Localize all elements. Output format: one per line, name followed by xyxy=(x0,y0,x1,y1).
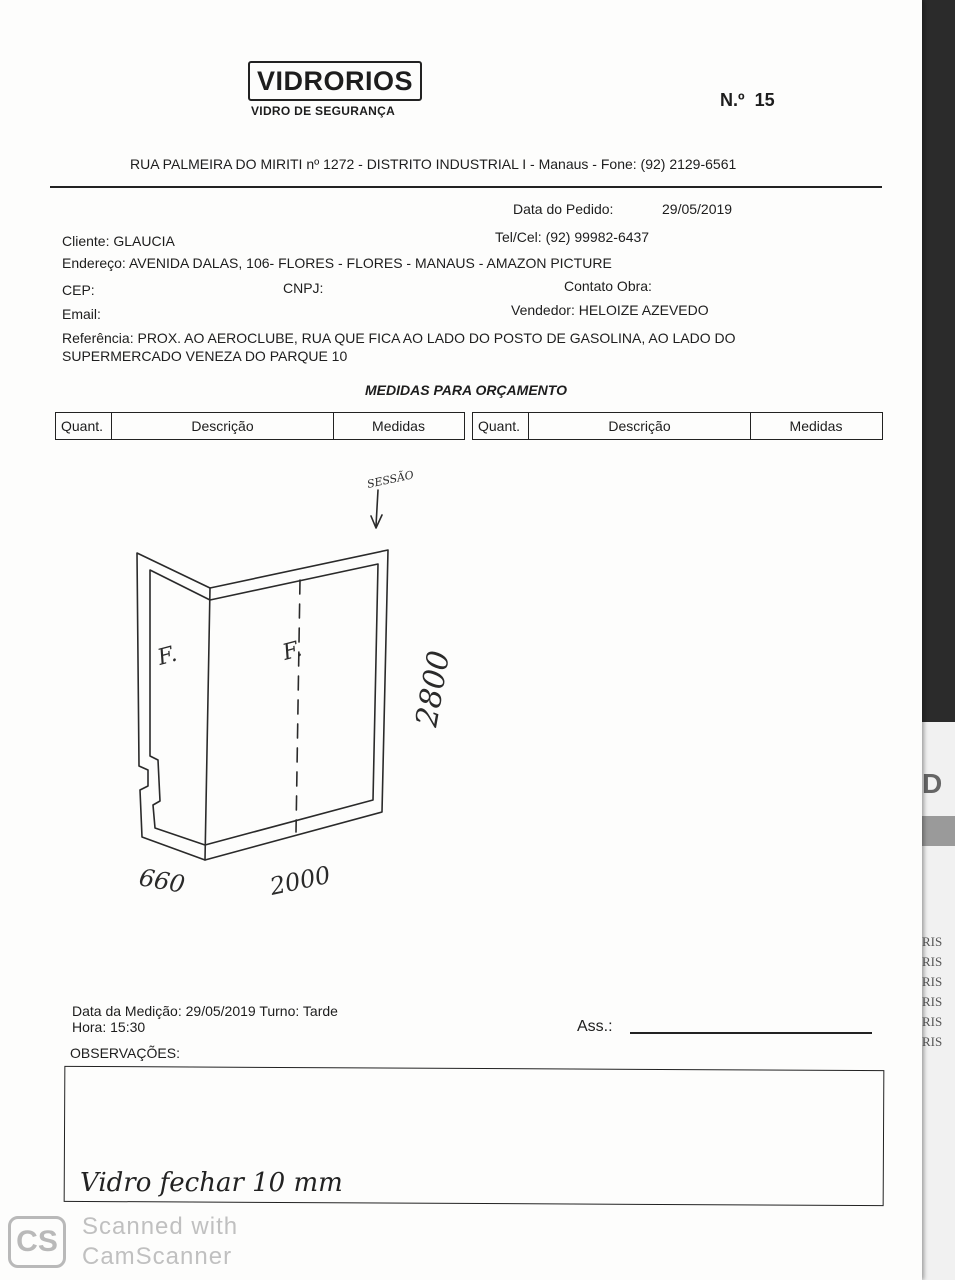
signature-label: Ass.: xyxy=(577,1018,613,1035)
contact-field: Contato Obra: xyxy=(564,278,652,294)
background-paper: D RIS RIS RIS RIS RIS RIS xyxy=(918,722,955,1280)
measure-date: Data da Medição: 29/05/2019 Turno: Tarde xyxy=(72,1003,338,1019)
measure-time: Hora: 15:30 xyxy=(72,1019,146,1035)
cnpj-field: CNPJ: xyxy=(283,280,324,296)
column-header: Medidas xyxy=(789,418,843,434)
company-address: RUA PALMEIRA DO MIRITI nº 1272 - DISTRITO INDUSTRIAL I - Manaus - Fone: (92) 2129-6561 xyxy=(130,156,737,172)
email-field: Email: xyxy=(62,306,101,322)
seller-field: Vendedor: HELOIZE AZEVEDO xyxy=(511,302,709,318)
column-header: Descrição xyxy=(112,413,334,439)
company-logo: VIDRORIOS xyxy=(248,61,422,101)
observations-label: OBSERVAÇÕES: xyxy=(70,1045,180,1061)
arrow-note: SESSÃO xyxy=(365,468,415,491)
address-field: Endereço: AVENIDA DALAS, 106- FLORES - FLORES - MANAUS - AMAZON PICTURE xyxy=(62,255,612,271)
width-dimension: 2000 xyxy=(267,860,333,901)
order-date-label: Data do Pedido: xyxy=(513,201,614,217)
center-panel-label: F. xyxy=(280,636,305,666)
company-tagline: VIDRO DE SEGURANÇA xyxy=(251,104,396,118)
client-field: Cliente: GLAUCIA xyxy=(62,233,175,249)
depth-dimension: 660 xyxy=(136,863,187,899)
phone-field: Tel/Cel: (92) 99982-6437 xyxy=(495,229,650,245)
enclosure-inner-frame xyxy=(150,564,378,845)
order-date-value: 29/05/2019 xyxy=(662,201,733,217)
reference-line-2: SUPERMERCADO VENEZA DO PARQUE 10 xyxy=(62,348,348,364)
enclosure-outline xyxy=(137,550,388,860)
header-divider xyxy=(50,186,882,188)
height-dimension: 2800 xyxy=(409,648,458,730)
column-header: Quant. xyxy=(473,413,529,439)
camscanner-logo: CS xyxy=(8,1216,66,1268)
arrow-icon xyxy=(376,490,378,526)
column-header: Descrição xyxy=(529,413,751,439)
order-number: N.º 15 xyxy=(720,90,775,110)
door-divider-line xyxy=(296,580,300,832)
measures-table-right xyxy=(472,412,883,440)
watermark-line-2: CamScanner xyxy=(82,1243,233,1270)
cep-field: CEP: xyxy=(62,282,95,298)
glass-enclosure-sketch xyxy=(120,460,458,910)
column-header: Quant. xyxy=(56,413,112,439)
measures-table-left xyxy=(55,412,465,440)
scanner-watermark xyxy=(8,1212,238,1272)
enclosure-corner-line xyxy=(205,588,210,860)
column-header: Medidas xyxy=(372,418,425,434)
watermark-line-1: Scanned with xyxy=(82,1213,239,1240)
observation-handwriting: Vidro fechar 10 mm xyxy=(80,1168,343,1198)
measures-title: MEDIDAS PARA ORÇAMENTO xyxy=(365,382,567,398)
signature-line xyxy=(630,1032,872,1034)
left-panel-label: F. xyxy=(155,641,180,671)
reference-line-1: Referência: PROX. AO AEROCLUBE, RUA QUE FICA AO LADO DO POSTO DE GASOLINA, AO LADO DO xyxy=(62,330,736,346)
